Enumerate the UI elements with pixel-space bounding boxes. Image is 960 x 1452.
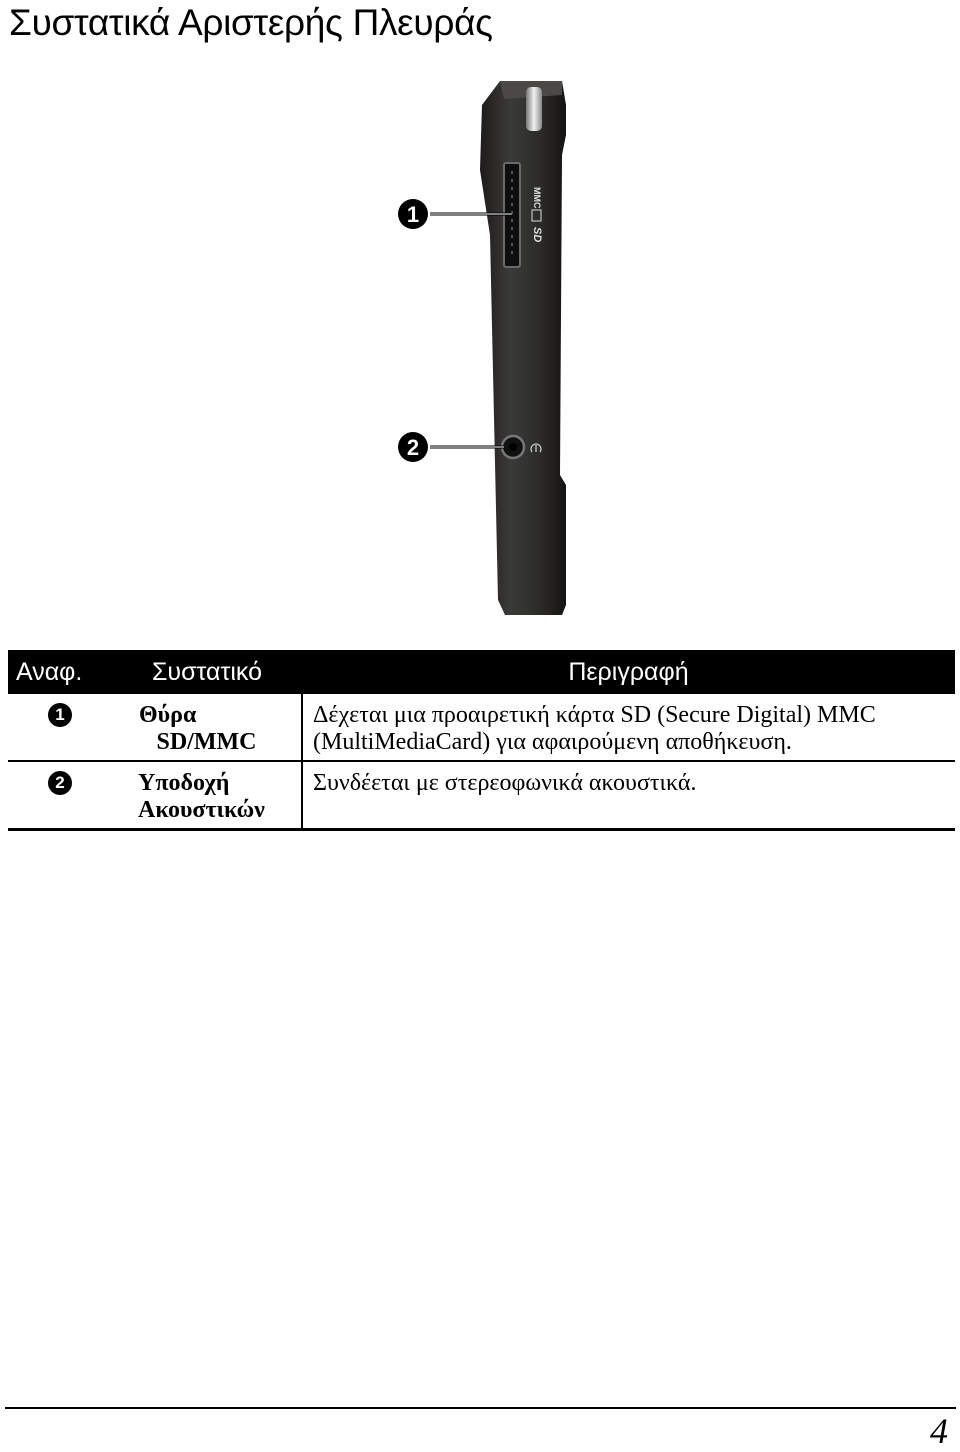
device-illustration: [380, 75, 600, 620]
svg-text:1: 1: [406, 202, 420, 227]
page-number: 4: [930, 1411, 948, 1451]
description-line1: Δέχεται μια προαιρετική κάρτα SD (Secure Digital) MMC: [313, 702, 876, 728]
device-left-side-figure: [380, 75, 600, 620]
ref-badge-1: 1: [48, 703, 72, 727]
footer-rule: [5, 1407, 956, 1409]
callout-2: [398, 432, 504, 462]
component-name-line2: Ακουστικών: [138, 797, 265, 823]
page-title: Συστατικά Αριστερής Πλευράς: [9, 2, 493, 43]
mmc-label: MMC: [532, 187, 542, 209]
description-cell: [302, 761, 955, 830]
description-line1: Συνδέεται με στερεοφωνικά ακουστικά.: [313, 770, 697, 796]
header-ref: Αναφ.: [8, 650, 112, 694]
svg-text:2: 2: [406, 435, 420, 460]
ref-cell: [8, 694, 112, 761]
sd-label: SD: [531, 227, 543, 243]
component-name-line2: SD/MMC: [156, 729, 257, 755]
component-cell: [112, 761, 302, 830]
ref-badge-2: 2: [48, 771, 72, 795]
description-line2: (MultiMediaCard) για αφαιρούμενη αποθήκευση.: [313, 729, 792, 755]
component-cell: [112, 694, 302, 761]
power-button: [526, 87, 542, 131]
table-row: [8, 761, 955, 830]
ref-cell: [8, 761, 112, 830]
component-name-line1: Υποδοχή: [138, 770, 230, 796]
components-table: [8, 650, 955, 831]
component-name-line1: Θύρα: [139, 702, 197, 728]
header-description: Περιγραφή: [302, 650, 955, 694]
table-header-row: [8, 650, 955, 694]
table-row: [8, 694, 955, 761]
header-component: Συστατικό: [112, 650, 302, 694]
description-cell: [302, 694, 955, 761]
device-body: [480, 81, 566, 615]
